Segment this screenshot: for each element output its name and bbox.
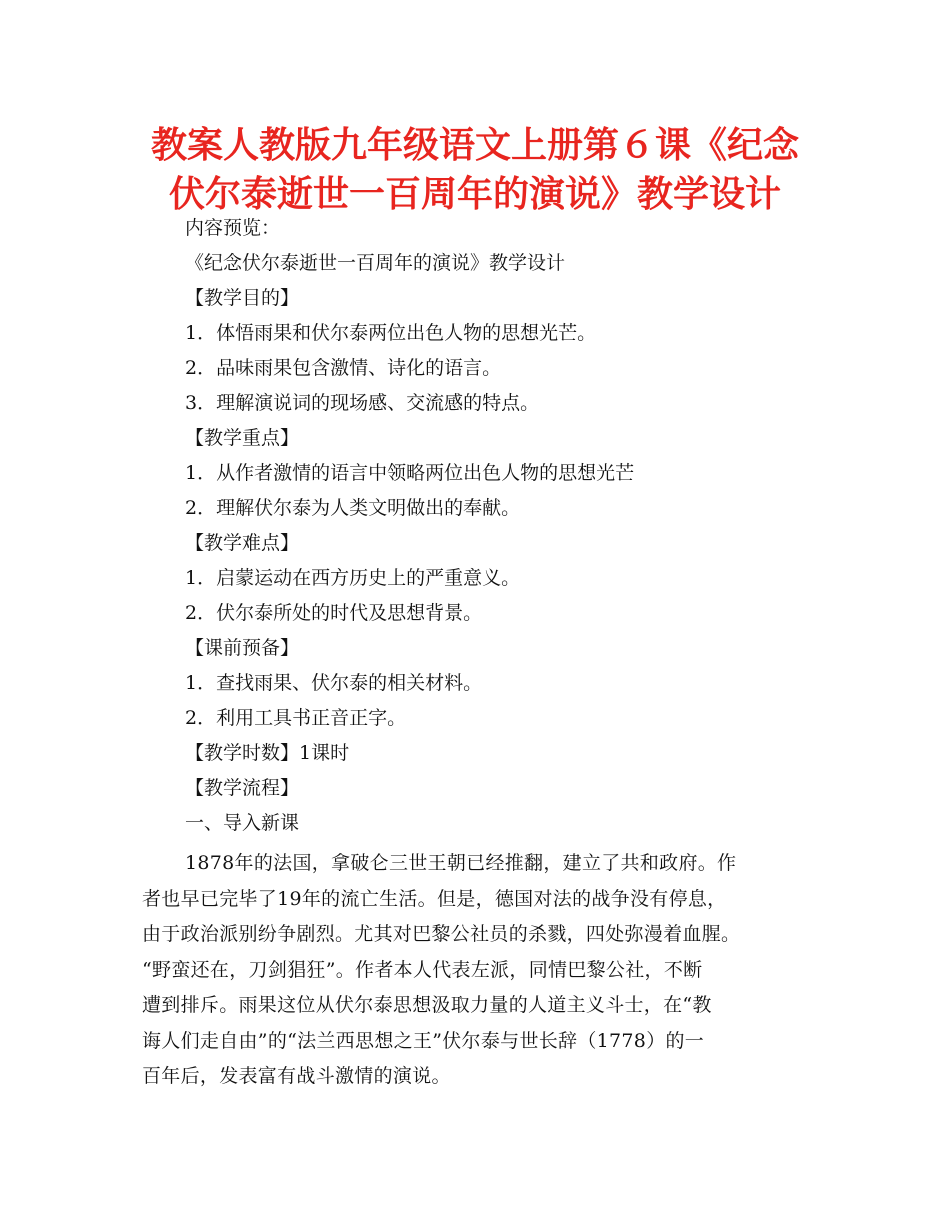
paragraph-line: 诲人们走自由”的“法兰西思想之王”伏尔泰与世长辞（1778）的一 [142,1029,705,1052]
document-title-line-2: 伏尔泰逝世一百周年的演说》教学设计 [168,174,781,215]
section-heading-objectives: 【教学目的】 [185,287,300,309]
paragraph-line: 由于政治派别纷争剧烈。尤其对巴黎公社员的杀戮，四处弥漫着血腥。 [142,923,741,945]
document-title-line-1: 教案人教版九年级语文上册第６课《纪念 [150,125,799,166]
difficulty-item: 1．启蒙运动在西方历史上的严重意义。 [185,567,521,589]
difficulty-item: 2．伏尔泰所处的时代及思想背景。 [185,602,483,624]
intro-paragraph [142,846,808,1095]
paragraph-line: 遭到排斥。雨果这位从伏尔泰思想汲取力量的人道主义斗士，在“教 [142,994,712,1016]
section-heading-hours: 【教学时数】1课时 [185,742,350,764]
section-heading-key-points: 【教学重点】 [185,427,300,449]
paragraph-line: “野蛮还在，刀剑猖狂”。作者本人代表左派，同情巴黎公社，不断 [142,958,703,981]
objective-item: 3．理解演说词的现场感、交流感的特点。 [185,392,540,414]
section-heading-process: 【教学流程】 [185,777,300,799]
preparation-item: 2．利用工具书正音正字。 [185,707,407,729]
subtitle-line: 《纪念伏尔泰逝世一百周年的演说》教学设计 [185,252,566,274]
step-heading: 一、导入新课 [185,812,300,834]
objective-item: 2．品味雨果包含激情、诗化的语言。 [185,357,502,379]
section-heading-preparation: 【课前预备】 [185,637,300,659]
paragraph-line: 者也早已完毕了19年的流亡生活。但是，德国对法的战争没有停息， [142,887,727,910]
preview-label: 内容预览： [185,217,281,239]
paragraph-line: 1878年的法国，拿破仑三世王朝已经推翻，建立了共和政府。作 [185,852,737,874]
key-point-item: 1．从作者激情的语言中领略两位出色人物的思想光芒 [185,462,635,484]
section-heading-difficulties: 【教学难点】 [185,532,300,554]
key-point-item: 2．理解伏尔泰为人类文明做出的奉献。 [185,497,521,519]
paragraph-line: 百年后，发表富有战斗激情的演说。 [142,1065,451,1087]
preparation-item: 1．查找雨果、伏尔泰的相关材料。 [185,672,483,694]
objective-item: 1．体悟雨果和伏尔泰两位出色人物的思想光芒。 [185,322,597,344]
